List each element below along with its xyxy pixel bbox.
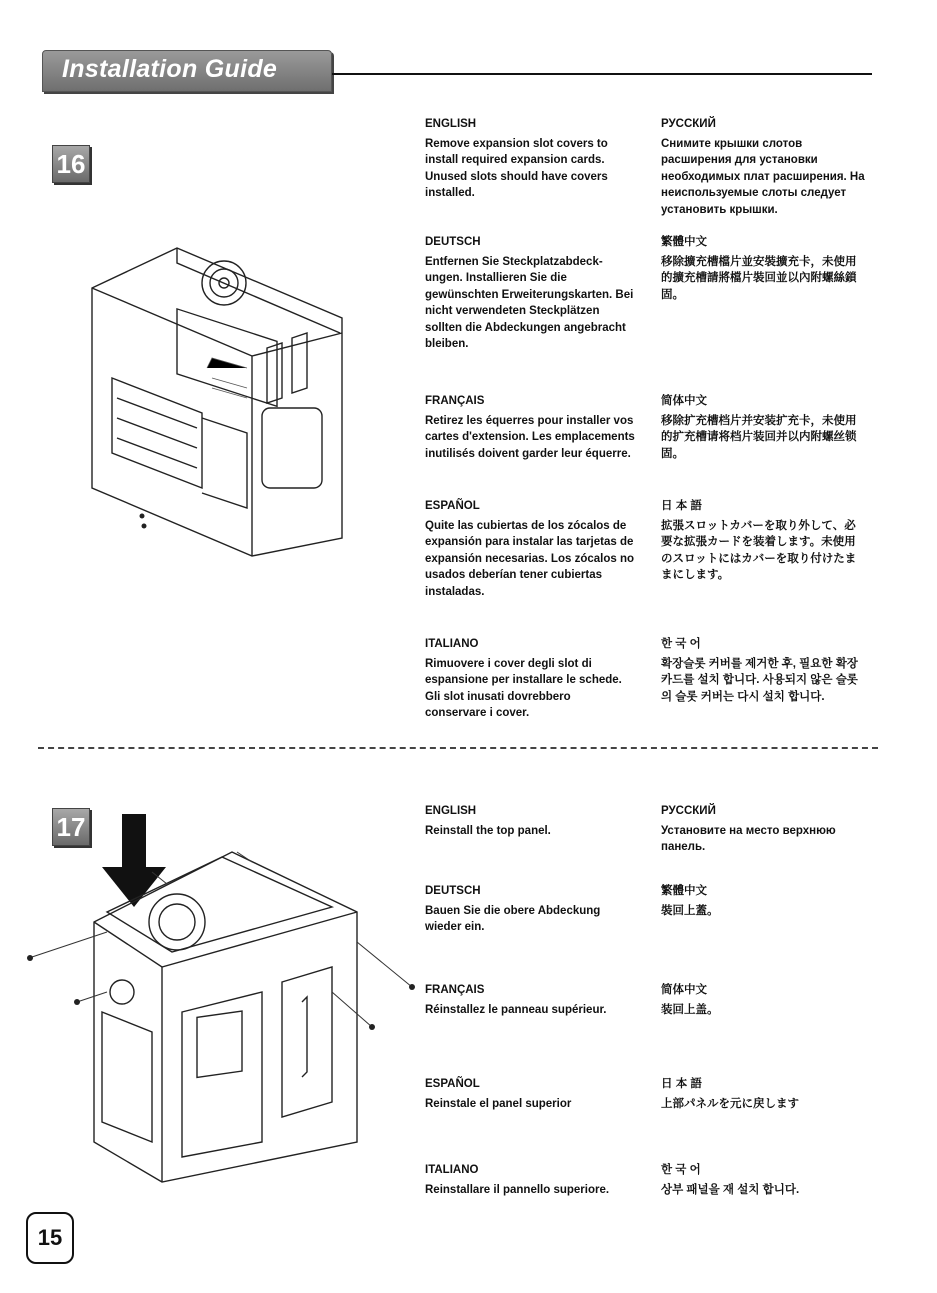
lang-body: Quite las cubiertas de los zócalos de expansión para instalar las tarjetas de expansión necesarias. Los zócalos no usados deberían tener cubiertas instaladas.: [425, 519, 634, 598]
step16-english: [425, 116, 635, 202]
lang-body: 裝回上蓋。: [661, 904, 719, 917]
step17-russian: [661, 803, 871, 856]
lang-title: DEUTSCH: [425, 885, 481, 897]
lang-title: FRANÇAIS: [425, 395, 485, 407]
step16-trad-chinese: [661, 234, 866, 303]
lang-body: Entfernen Sie Steckplatzabdeck-ungen. Installieren Sie die gewünschten Erweiterungskarten. Bei nicht verwendeten Steckplätzen sollten die Abdeckungen angebracht bleiben.: [425, 255, 634, 350]
lang-title: 日 本 語: [661, 500, 702, 512]
lang-body: 移除扩充槽档片并安装扩充卡，未使用的扩充槽请将档片装回并以内附螺丝锁固。: [661, 414, 857, 460]
step16-simp-chinese: [661, 393, 866, 462]
lang-body: Reinstale el panel superior: [425, 1097, 572, 1110]
header-rule: [332, 73, 872, 75]
lang-title: ENGLISH: [425, 118, 477, 130]
lang-title: 繁體中文: [661, 885, 707, 897]
step17-english: [425, 803, 635, 839]
lang-body: Установите на место верхнюю панель.: [661, 824, 836, 853]
down-arrow-icon: [102, 814, 166, 907]
case-illustration-step-17: [22, 812, 422, 1192]
section-divider: [38, 747, 878, 749]
lang-body: Reinstallare il pannello superiore.: [425, 1183, 610, 1196]
lang-title: 日 本 語: [661, 1078, 702, 1090]
lang-title: РУССКИЙ: [661, 805, 716, 817]
step17-espanol: [425, 1076, 635, 1112]
lang-body: 확장슬롯 커버를 제거한 후, 필요한 확장카드를 설치 합니다. 사용되지 않은 슬롯의 슬롯 커버는 다시 설치 합니다.: [661, 657, 858, 703]
step-16-badge: 16: [52, 145, 90, 183]
step16-deutsch: [425, 234, 635, 353]
step17-simp-chinese: [661, 982, 866, 1018]
case-illustration-step-16: [82, 238, 352, 558]
lang-title: 简体中文: [661, 984, 707, 996]
step-17-badge: 17: [52, 808, 90, 846]
lang-body: 装回上盖。: [661, 1003, 719, 1016]
step16-italiano: [425, 636, 635, 722]
lang-title: 한 국 어: [661, 1164, 701, 1176]
step16-japanese: [661, 498, 866, 584]
lang-title: 繁體中文: [661, 236, 707, 248]
lang-body: Rimuovere i cover degli slot di espansione per installare le schede. Gli slot inusati dovrebbero conservare i cover.: [425, 657, 622, 719]
step17-italiano: [425, 1162, 635, 1198]
lang-title: FRANÇAIS: [425, 984, 485, 996]
step17-korean: [661, 1162, 866, 1198]
lang-body: 移除擴充槽檔片並安裝擴充卡，未使用的擴充槽請將檔片裝回並以內附螺絲鎖固。: [661, 255, 857, 301]
lang-title: ESPAÑOL: [425, 1078, 480, 1090]
step16-russian: [661, 116, 871, 218]
lang-title: ITALIANO: [425, 1164, 479, 1176]
lang-title: РУССКИЙ: [661, 118, 716, 130]
step17-deutsch: [425, 883, 635, 936]
lang-title: DEUTSCH: [425, 236, 481, 248]
lang-body: Снимите крышки слотов расширения для установки необходимых плат расширения. На неиспользуемые слоты следует установить крышки.: [661, 137, 865, 216]
lang-body: Réinstallez le panneau supérieur.: [425, 1003, 607, 1016]
step16-francais: [425, 393, 635, 462]
page-number: 15: [26, 1212, 74, 1264]
step17-trad-chinese: [661, 883, 866, 919]
lang-title: ENGLISH: [425, 805, 477, 817]
step16-korean: [661, 636, 866, 705]
step17-japanese: [661, 1076, 866, 1112]
lang-body: Reinstall the top panel.: [425, 824, 551, 837]
step17-francais: [425, 982, 635, 1018]
lang-title: 한 국 어: [661, 638, 701, 650]
lang-title: 简体中文: [661, 395, 707, 407]
lang-body: Retirez les équerres pour installer vos cartes d'extension. Les emplacements inutilisés doivent garder leur équerre.: [425, 414, 635, 460]
lang-body: Remove expansion slot covers to install required expansion cards. Unused slots should have covers installed.: [425, 137, 608, 199]
lang-title: ITALIANO: [425, 638, 479, 650]
lang-body: Bauen Sie die obere Abdeckung wieder ein.: [425, 904, 601, 933]
step16-espanol: [425, 498, 635, 600]
lang-body: 上部パネルを元に戻します: [661, 1097, 799, 1110]
lang-body: 拡張スロットカバーを取り外して、必要な拡張カードを装着します。未使用のスロットにはカバーを取り付けたままにします。: [661, 519, 857, 581]
page-title: Installation Guide: [62, 55, 278, 83]
lang-body: 상부 패널을 재 설치 합니다.: [661, 1183, 800, 1196]
lang-title: ESPAÑOL: [425, 500, 480, 512]
